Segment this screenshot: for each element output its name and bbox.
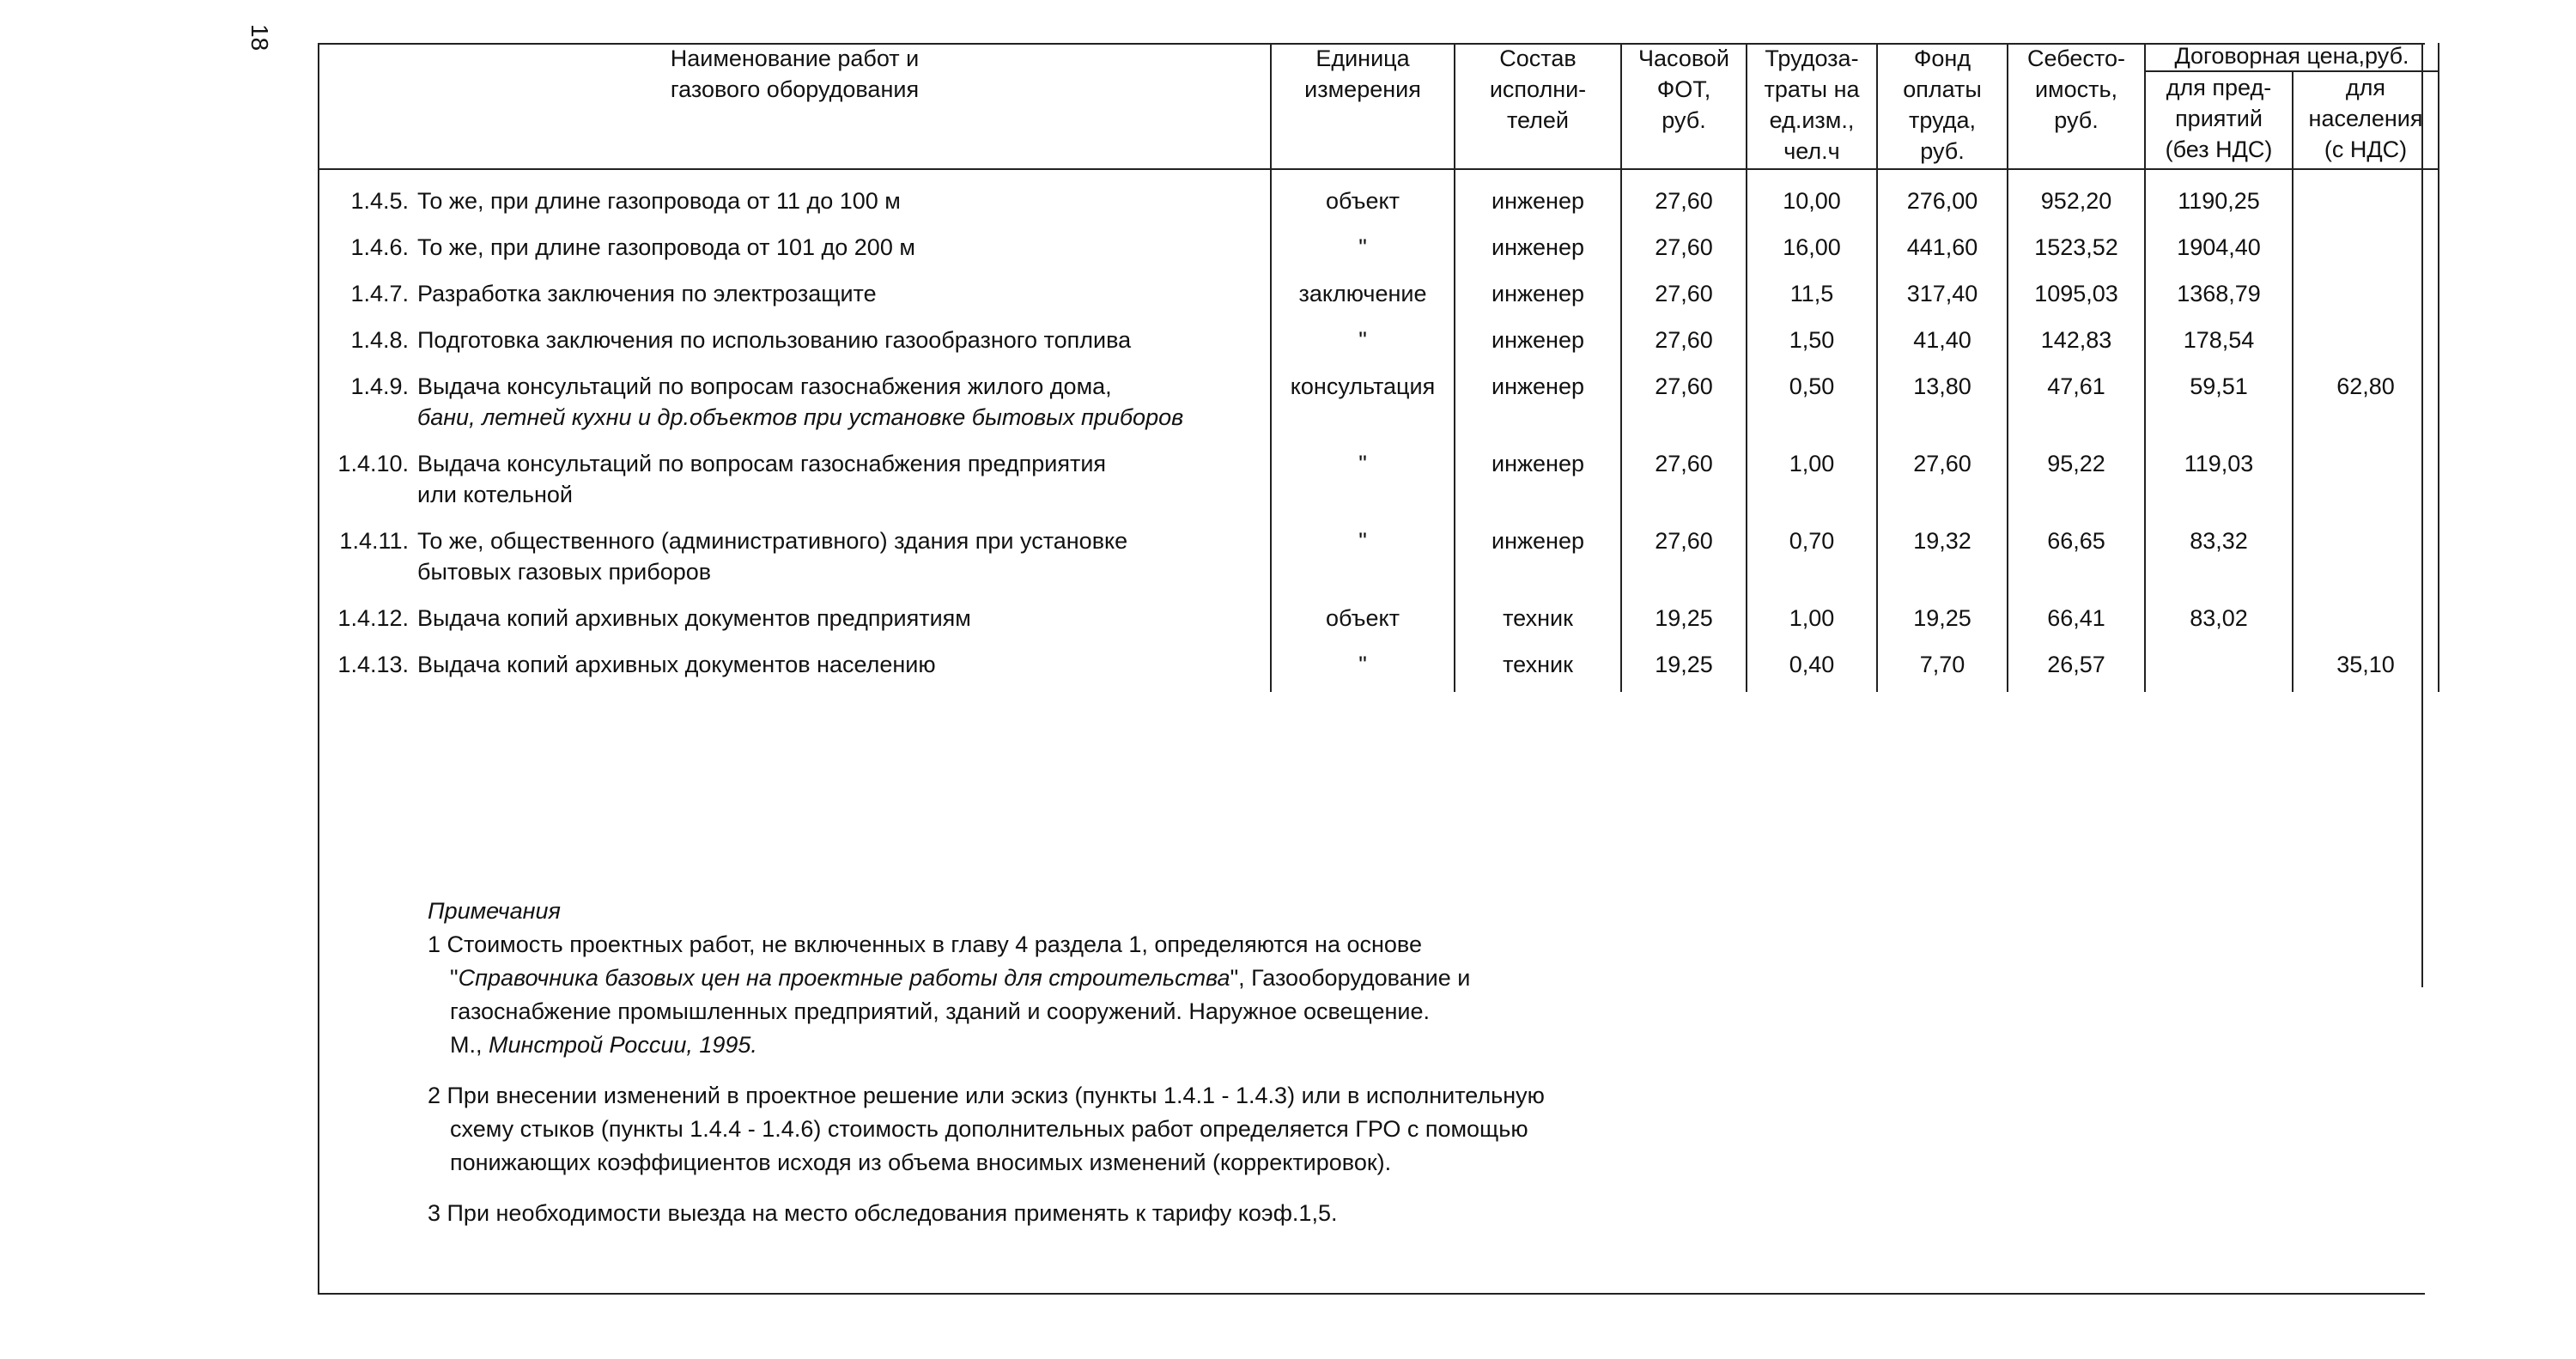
- header-price-population: для населения (с НДС): [2293, 71, 2439, 169]
- cell-price-population: [2293, 309, 2439, 355]
- row-number: 1.4.9.: [350, 373, 409, 399]
- cell-fund: 317,40: [1877, 263, 2008, 309]
- note-1-line: [428, 962, 2317, 995]
- cell-name: [319, 355, 1271, 433]
- cell-hourly: 27,60: [1621, 216, 1747, 263]
- cell-staff: инженер: [1455, 309, 1621, 355]
- table-row: [319, 309, 2439, 355]
- cell-staff: инженер: [1455, 510, 1621, 587]
- cell-unit: объект: [1271, 587, 1455, 634]
- cell-price-population: 62,80: [2293, 355, 2439, 433]
- cell-labor: 10,00: [1747, 169, 1877, 216]
- table-row: [319, 263, 2439, 309]
- table-row: [319, 216, 2439, 263]
- cell-name: [319, 510, 1271, 587]
- gap-cell: [2145, 680, 2293, 692]
- row-name: [417, 371, 1242, 433]
- row-name-text-line2: или котельной: [417, 482, 573, 507]
- cell-price-population: [2293, 216, 2439, 263]
- table-row: [319, 355, 2439, 433]
- note-3: [428, 1197, 2317, 1230]
- header-name: Наименование работ и газового оборудования: [319, 43, 1271, 169]
- cell-fund: 27,60: [1877, 433, 2008, 510]
- cell-cost: 952,20: [2008, 169, 2145, 216]
- cell-fund: 13,80: [1877, 355, 2008, 433]
- note-2-line: 2 При внесении изменений в проектное решение или эскиз (пункты 1.4.1 - 1.4.3) или в исполнительную: [428, 1083, 1545, 1108]
- note-1-city: М.,: [450, 1032, 489, 1058]
- note-1-publisher: Минстрой России, 1995.: [489, 1032, 757, 1058]
- cell-cost: 26,57: [2008, 634, 2145, 680]
- note-2: [428, 1079, 2317, 1180]
- cell-staff: техник: [1455, 634, 1621, 680]
- cell-labor: 11,5: [1747, 263, 1877, 309]
- cell-fund: 276,00: [1877, 169, 2008, 216]
- cell-price-enterprise: [2145, 634, 2293, 680]
- row-name: [417, 448, 1242, 510]
- row-name-text: То же, общественного (административного) здания при установке: [417, 528, 1128, 554]
- row-name: [417, 278, 1242, 309]
- cell-staff: инженер: [1455, 169, 1621, 216]
- row-name-text: То же, при длине газопровода от 11 до 100 м: [417, 188, 901, 214]
- cell-price-population: [2293, 263, 2439, 309]
- cell-staff: инженер: [1455, 433, 1621, 510]
- cell-price-population: 35,10: [2293, 634, 2439, 680]
- row-name-text: Выдача копий архивных документов предприятиям: [417, 605, 971, 631]
- row-name: [417, 185, 1242, 216]
- note-1-line: 1 Стоимость проектных работ, не включенных в главу 4 раздела 1, определяются на основе: [428, 931, 1422, 957]
- cell-name: [319, 433, 1271, 510]
- price-table: [319, 43, 2439, 692]
- row-number: 1.4.5.: [350, 188, 409, 214]
- cell-price-enterprise: 59,51: [2145, 355, 2293, 433]
- cell-name: [319, 216, 1271, 263]
- page-number: 18: [246, 24, 273, 52]
- cell-price-enterprise: 83,02: [2145, 587, 2293, 634]
- row-number: 1.4.11.: [339, 528, 409, 554]
- cell-price-population: [2293, 587, 2439, 634]
- gap-cell: [1621, 680, 1747, 692]
- cell-price-population: [2293, 510, 2439, 587]
- cell-labor: 16,00: [1747, 216, 1877, 263]
- note-3-line: 3 При необходимости выезда на место обследования применять к тарифу коэф.1,5.: [428, 1200, 1338, 1226]
- cell-cost: 66,65: [2008, 510, 2145, 587]
- cell-hourly: 27,60: [1621, 433, 1747, 510]
- cell-hourly: 27,60: [1621, 169, 1747, 216]
- cell-fund: 441,60: [1877, 216, 2008, 263]
- row-name-text: Выдача копий архивных документов населению: [417, 652, 936, 677]
- cell-hourly: 27,60: [1621, 510, 1747, 587]
- cell-cost: 95,22: [2008, 433, 2145, 510]
- table-bottom-gap: [319, 680, 2439, 692]
- cell-cost: 142,83: [2008, 309, 2145, 355]
- cell-hourly: 27,60: [1621, 263, 1747, 309]
- cell-name: [319, 169, 1271, 216]
- gap-cell: [2008, 680, 2145, 692]
- note-1-line: [428, 1028, 2317, 1062]
- table-row: [319, 634, 2439, 680]
- cell-unit: объект: [1271, 169, 1455, 216]
- note-1-reference-title: Справочника базовых цен на проектные работы для строительства: [458, 965, 1230, 991]
- gap-cell: [319, 680, 1271, 692]
- cell-name: [319, 309, 1271, 355]
- gap-cell: [1455, 680, 1621, 692]
- cell-unit: ": [1271, 510, 1455, 587]
- cell-labor: 1,00: [1747, 433, 1877, 510]
- row-name-text: Выдача консультаций по вопросам газоснабжения предприятия: [417, 451, 1107, 476]
- table-row: [319, 510, 2439, 587]
- row-name: [417, 232, 1242, 263]
- header-contract-price: Договорная цена,руб.: [2145, 43, 2439, 71]
- gap-cell: [2293, 680, 2439, 692]
- cell-price-enterprise: 119,03: [2145, 433, 2293, 510]
- table-row: [319, 587, 2439, 634]
- cell-labor: 1,50: [1747, 309, 1877, 355]
- cell-staff: техник: [1455, 587, 1621, 634]
- row-name: [417, 603, 1242, 634]
- row-number: 1.4.8.: [350, 327, 409, 353]
- cell-hourly: 19,25: [1621, 634, 1747, 680]
- row-number: 1.4.13.: [337, 652, 409, 677]
- row-name-text-line2: бытовых газовых приборов: [417, 559, 712, 585]
- cell-unit: ": [1271, 433, 1455, 510]
- cell-price-enterprise: 178,54: [2145, 309, 2293, 355]
- note-2-line: понижающих коэффициентов исходя из объема вносимых изменений (корректировок).: [450, 1150, 1392, 1175]
- cell-staff: инженер: [1455, 355, 1621, 433]
- cell-labor: 0,50: [1747, 355, 1877, 433]
- gap-cell: [1271, 680, 1455, 692]
- table-row: [319, 169, 2439, 216]
- cell-labor: 1,00: [1747, 587, 1877, 634]
- row-name-text: Выдача консультаций по вопросам газоснабжения жилого дома,: [417, 373, 1112, 399]
- cell-unit: ": [1271, 634, 1455, 680]
- row-name-text: Подготовка заключения по использованию газообразного топлива: [417, 327, 1132, 353]
- table-row: [319, 433, 2439, 510]
- cell-unit: ": [1271, 309, 1455, 355]
- row-number: 1.4.10.: [337, 451, 409, 476]
- header-staff: Состав исполни- телей: [1455, 43, 1621, 169]
- cell-cost: 1523,52: [2008, 216, 2145, 263]
- row-name-text: Разработка заключения по электрозащите: [417, 281, 877, 306]
- cell-hourly: 27,60: [1621, 309, 1747, 355]
- cell-cost: 66,41: [2008, 587, 2145, 634]
- row-number: 1.4.6.: [350, 234, 409, 260]
- row-name: [417, 325, 1242, 355]
- note-2-line: схему стыков (пункты 1.4.4 - 1.4.6) стоимость дополнительных работ определяется ГРО с помощью: [450, 1116, 1528, 1142]
- row-number: 1.4.12.: [337, 605, 409, 631]
- cell-cost: 1095,03: [2008, 263, 2145, 309]
- cell-name: [319, 263, 1271, 309]
- cell-hourly: 19,25: [1621, 587, 1747, 634]
- header-price-enterprise: для пред- приятий (без НДС): [2145, 71, 2293, 169]
- cell-fund: 19,32: [1877, 510, 2008, 587]
- gap-cell: [1877, 680, 2008, 692]
- cell-price-enterprise: 1904,40: [2145, 216, 2293, 263]
- header-cost: Себесто- имость, руб.: [2008, 43, 2145, 169]
- cell-labor: 0,70: [1747, 510, 1877, 587]
- note-1-line: газоснабжение промышленных предприятий, зданий и сооружений. Наружное освещение.: [450, 998, 1430, 1024]
- header-hourly-pay: Часовой ФОТ, руб.: [1621, 43, 1747, 169]
- cell-price-population: [2293, 169, 2439, 216]
- cell-price-population: [2293, 433, 2439, 510]
- cell-hourly: 27,60: [1621, 355, 1747, 433]
- gap-cell: [1747, 680, 1877, 692]
- row-name-text: То же, при длине газопровода от 101 до 200 м: [417, 234, 915, 260]
- row-number: 1.4.7.: [350, 281, 409, 306]
- note-1: [428, 928, 2317, 1062]
- cell-staff: инженер: [1455, 263, 1621, 309]
- notes-heading: Примечания: [428, 898, 561, 924]
- note-1-quote: ": [450, 965, 459, 991]
- header-wage-fund: Фонд оплаты труда, руб.: [1877, 43, 2008, 169]
- notes-section: [428, 895, 2317, 1230]
- header-unit: Единица измерения: [1271, 43, 1455, 169]
- row-name: [417, 649, 1242, 680]
- cell-labor: 0,40: [1747, 634, 1877, 680]
- cell-fund: 41,40: [1877, 309, 2008, 355]
- cell-price-enterprise: 83,32: [2145, 510, 2293, 587]
- cell-unit: ": [1271, 216, 1455, 263]
- row-name: [417, 525, 1242, 587]
- cell-fund: 7,70: [1877, 634, 2008, 680]
- cell-name: [319, 634, 1271, 680]
- note-1-quote-tail: ", Газооборудование и: [1230, 965, 1471, 991]
- cell-name: [319, 587, 1271, 634]
- cell-price-enterprise: 1368,79: [2145, 263, 2293, 309]
- cell-cost: 47,61: [2008, 355, 2145, 433]
- cell-unit: консультация: [1271, 355, 1455, 433]
- header-labor: Трудоза- траты на ед.изм., чел.ч: [1747, 43, 1877, 169]
- cell-unit: заключение: [1271, 263, 1455, 309]
- cell-staff: инженер: [1455, 216, 1621, 263]
- cell-fund: 19,25: [1877, 587, 2008, 634]
- row-name-text-line2: бани, летней кухни и др.объектов при установке бытовых приборов: [417, 404, 1184, 430]
- cell-price-enterprise: 1190,25: [2145, 169, 2293, 216]
